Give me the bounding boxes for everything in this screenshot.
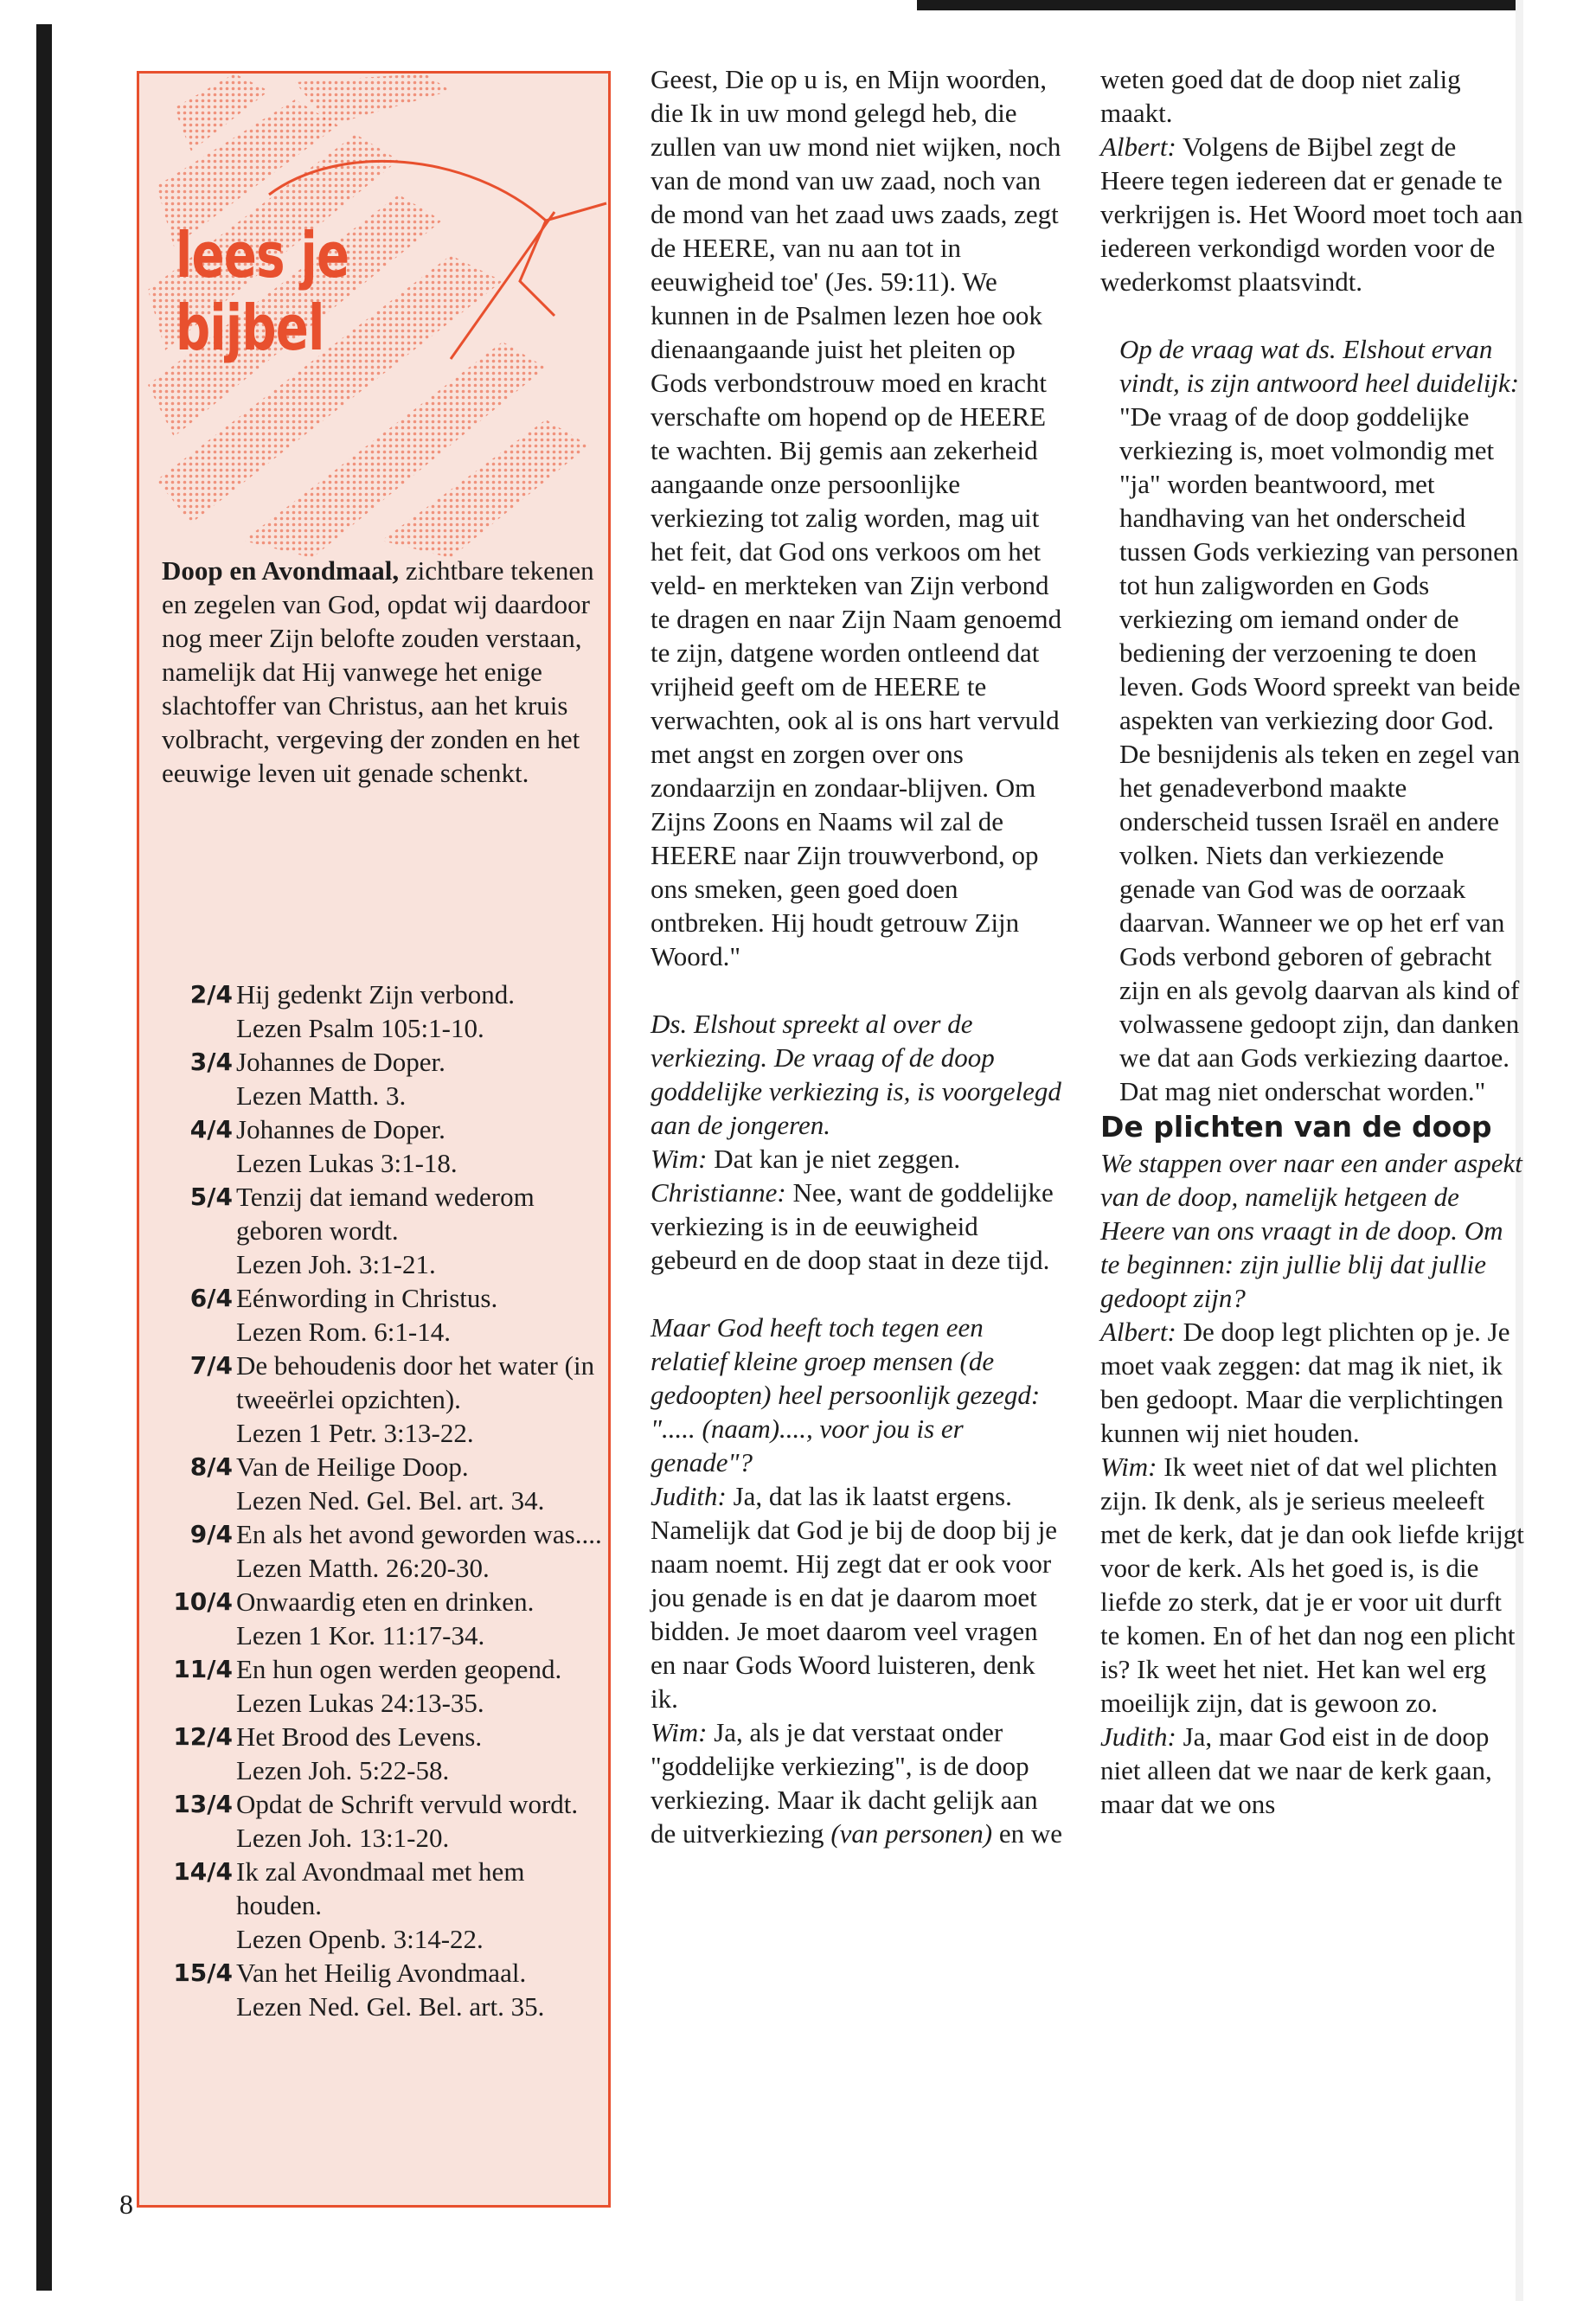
reading-date: 5/4 — [189, 1183, 233, 1211]
reading-item — [162, 1450, 603, 1517]
sidebar-box — [137, 71, 611, 2208]
intro-text: zichtbare tekenen en zegelen van God, opdat wij daardoor nog meer Zijn belofte zouden verstaan, namelijk dat Hij vanwege het enige slachtoffer van Christus, aan het kruis volbracht, vergeving der zonden en het eeuwige leven uit genade schenkt. — [162, 555, 594, 788]
answer: Christianne: Nee, want de goddelijke verkiezing is in de eeuwigheid gebeurd en de doop staat in deze tijd. — [651, 1177, 1054, 1275]
reading-title: Tenzij dat iemand wederom geboren wordt. — [236, 1182, 535, 1246]
page-title: lees je bijbel — [176, 219, 349, 364]
reading-reference: Lezen Ned. Gel. Bel. art. 34. — [236, 1485, 545, 1516]
reading-title: Hij gedenkt Zijn verbond. — [236, 979, 515, 1009]
reading-item — [162, 1349, 603, 1450]
column-2 — [651, 62, 1066, 1850]
paragraph: weten goed dat de doop niet zalig maakt. — [1100, 64, 1461, 128]
reading-reference: Lezen Joh. 13:1-20. — [236, 1823, 450, 1853]
scan-edge-top — [917, 0, 1522, 10]
reading-item — [162, 977, 603, 1045]
reading-reference: Lezen Rom. 6:1-14. — [236, 1317, 451, 1347]
reading-title: Het Brood des Levens. — [236, 1721, 483, 1752]
reading-title: Johannes de Doper. — [236, 1114, 445, 1144]
intro-bold: Doop en Avondmaal, — [162, 555, 400, 586]
reading-title: Ik zal Avondmaal met hem houden. — [236, 1856, 525, 1920]
reading-date: 4/4 — [189, 1115, 233, 1144]
reading-date: 12/4 — [173, 1722, 233, 1751]
quote-block: "De vraag of de doop goddelijke verkiezing is, moet volmondig met "ja" worden beantwoord, met handhaving van het onderscheid tussen Gods verkiezing van personen tot hun zaligworden en Gods verkiezing om iemand onder de bediening der verzoening te doen leven. Gods Woord spreekt van beide aspekten van verkiezing door God. De besnijdenis als teken en zegel van het genadeverbond maakte onderscheid tussen Israël en andere volken. Niets dan verkiezende genade van God was de oorzaak daarvan. Wanneer we op het erf van Gods verbond geboren of gebracht zijn en als gevolg daarvan als kind of volwassene gedoopt zijn, dan danken we dat aan Gods verkiezing daartoe. Dat mag niet onderschat worden." — [1119, 401, 1521, 1106]
reading-item — [162, 1517, 603, 1585]
answer: Albert: Volgens de Bijbel zegt de Heere tegen iedereen dat er genade te verkrijgen is. Het Woord moet toch aan iedereen verkondigd worden voor de wederkomst plaatsvindt. — [1100, 131, 1523, 297]
reading-date: 6/4 — [189, 1284, 233, 1312]
reading-date: 3/4 — [189, 1048, 233, 1076]
reading-title: Onwaardig eten en drinken. — [236, 1586, 535, 1617]
reading-title: Johannes de Doper. — [236, 1047, 445, 1077]
reading-reference: Lezen Openb. 3:14-22. — [236, 1924, 484, 1954]
answer: Judith: Ja, maar God eist in de doop niet alleen dat we naar de kerk gaan, maar dat we ons — [1100, 1721, 1492, 1819]
reading-reference: Lezen Joh. 3:1-21. — [236, 1249, 436, 1279]
reading-reference: Lezen Matth. 26:20-30. — [236, 1553, 490, 1583]
reading-item — [162, 1585, 603, 1652]
reading-item — [162, 1956, 603, 2023]
reading-title: En als het avond geworden was.... — [236, 1519, 602, 1549]
section-heading: De plichten van de doop — [1100, 1110, 1492, 1144]
reading-item — [162, 1652, 603, 1720]
reading-item — [162, 1787, 603, 1855]
interviewer-question: Op de vraag wat ds. Elshout ervan vindt, is zijn antwoord heel duidelijk: — [1119, 334, 1520, 398]
answer: Albert: De doop legt plichten op je. Je moet vaak zeggen: dat mag ik niet, ik ben gedoopt. Maar die verplichtingen kunnen wij niet houden. — [1100, 1317, 1510, 1448]
reading-date: 11/4 — [173, 1655, 233, 1683]
reading-reference: Lezen Psalm 105:1-10. — [236, 1013, 484, 1043]
answer: Wim: Ja, als je dat verstaat onder "goddelijke verkiezing", is de doop verkiezing. Maar ik dacht gelijk aan de uitverkiezing (van personen) en we — [651, 1717, 1063, 1849]
answer: Wim: Ik weet niet of dat wel plichten zijn. Ik denk, als je serieus meeleeft met de kerk, dat je dan ook liefde krijgt voor de kerk. Als het goed is, is die liefde zo sterk, dat je er voor uit durft te komen. En of het dan nog een plicht is? Ik weet het niet. Het kan wel erg moeilijk zijn, dat is gewoon zo. — [1100, 1452, 1524, 1718]
reading-item — [162, 1112, 603, 1180]
reading-title: Opdat de Schrift vervuld wordt. — [236, 1789, 579, 1819]
interviewer-question: We stappen over naar een ander aspekt van de doop, namelijk hetgeen de Heere van ons vraagt in de doop. Om te beginnen: zijn jullie blij dat jullie gedoopt zijn? — [1100, 1148, 1522, 1313]
reading-title: Eénwording in Christus. — [236, 1283, 498, 1313]
reading-item — [162, 1855, 603, 1956]
reading-date: 9/4 — [189, 1520, 233, 1548]
reading-reference: Lezen Joh. 5:22-58. — [236, 1755, 450, 1785]
reading-date: 8/4 — [189, 1452, 233, 1481]
scan-edge-left — [36, 24, 52, 2291]
interviewer-question: Maar God heeft toch tegen een relatief kleine groep mensen (de gedoopten) heel persoonlijk gezegd: "..... (naam)...., voor jou is er genade"? — [651, 1312, 1041, 1477]
reading-title: Van de Heilige Doop. — [236, 1452, 469, 1482]
reading-title: Van het Heilig Avondmaal. — [236, 1958, 527, 1988]
reading-item — [162, 1720, 603, 1787]
reading-item — [162, 1281, 603, 1349]
reading-reference: Lezen Matth. 3. — [236, 1080, 407, 1111]
reading-date: 2/4 — [189, 980, 233, 1009]
reading-date: 7/4 — [189, 1351, 233, 1380]
reading-reference: Lezen Lukas 3:1-18. — [236, 1148, 458, 1178]
answer: Wim: Dat kan je niet zeggen. — [651, 1144, 961, 1174]
reading-title: En hun ogen werden geopend. — [236, 1654, 562, 1684]
page-number: 8 — [119, 2189, 133, 2220]
reading-date: 15/4 — [173, 1958, 233, 1987]
interviewer-question: Ds. Elshout spreekt al over de verkiezing. De vraag of de doop goddelijke verkiezing is, is voorgelegd aan de jongeren. — [651, 1009, 1061, 1140]
reading-date: 10/4 — [173, 1587, 233, 1616]
sidebar-intro — [162, 554, 594, 790]
paragraph: Geest, Die op u is, en Mijn woorden, die Ik in uw mond gelegd heb, die zullen van uw mond niet wijken, noch van de mond van uw zaad, noch van de mond van het zaad uws zaads, zegt de HEERE, van nu aan tot in eeuwigheid toe' (Jes. 59:11). We kunnen in de Psalmen lezen hoe ook dienaangaande juist het pleiten op Gods verbondstrouw moed en kracht verschafte om hopend op de HEERE te wachten. Bij gemis aan zekerheid aangaande onze persoonlijke verkiezing tot zalig worden, mag uit het feit, dat God ons verkoos om het veld- en merkteken van Zijn verbond te dragen en naar Zijn Naam genoemd te zijn, datgene worden ontleend dat vrijheid geeft om de HEERE te verwachten, ook al is ons hart vervuld met angst en zorgen over ons zondaarzijn en zondaar-blijven. Om Zijns Zoons en Naams wil zal de HEERE naar Zijn trouwverbond, op ons smeken, geen goed doen ontbreken. Hij houdt getrouw Zijn Woord." — [651, 64, 1062, 971]
reading-title: De behoudenis door het water (in tweeërlei opzichten). — [236, 1350, 595, 1414]
answer: Judith: Ja, dat las ik laatst ergens. Namelijk dat God je bij de doop bij je naam noemt. Hij zegt dat er ook voor jou genade is en dat je daarom moet bidden. Je moet daarom veel vragen en naar Gods Woord luisteren, denk ik. — [651, 1481, 1058, 1714]
reading-reference: Lezen Ned. Gel. Bel. art. 35. — [236, 1991, 545, 2022]
reading-item — [162, 1180, 603, 1281]
reading-schedule — [162, 977, 603, 2023]
reading-date: 14/4 — [173, 1857, 233, 1886]
column-3 — [1100, 62, 1524, 1821]
reading-reference: Lezen Lukas 24:13-35. — [236, 1688, 484, 1718]
reading-item — [162, 1045, 603, 1112]
reading-reference: Lezen 1 Petr. 3:13-22. — [236, 1418, 474, 1448]
reading-date: 13/4 — [173, 1790, 233, 1818]
reading-reference: Lezen 1 Kor. 11:17-34. — [236, 1620, 485, 1650]
